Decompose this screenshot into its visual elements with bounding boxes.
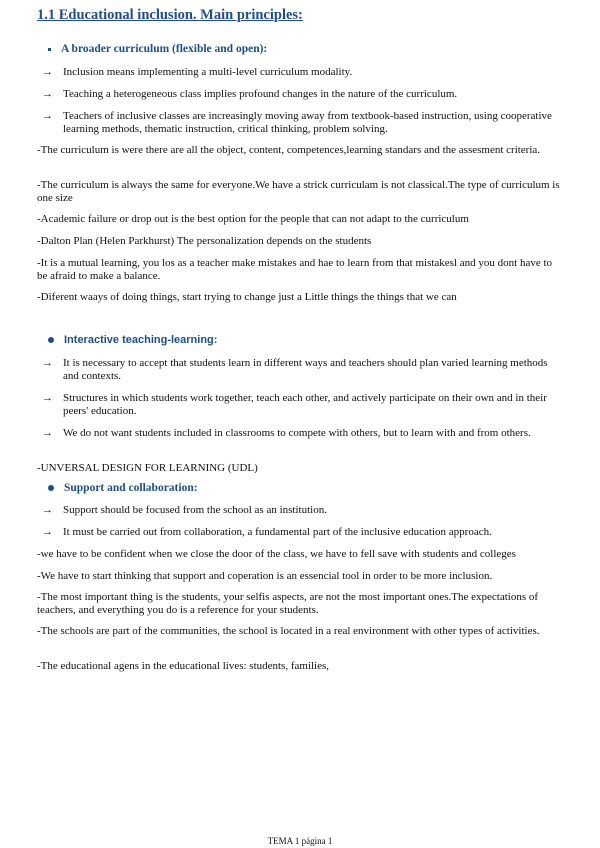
arrow-icon: → (42, 88, 53, 100)
arrow-item: → Teachers of inclusive classes are increasingly moving away from textbook-based instruction, using cooperative learning methods, thematic instruction, critical thinking, problem solving. (42, 110, 552, 135)
round-bullet-icon (48, 337, 54, 343)
arrow-icon: → (42, 357, 53, 369)
arrow-item: → Teaching a heterogeneous class implies profound changes in the nature of the curriculum. (42, 88, 458, 100)
page-footer: TEMA 1 página 1 (267, 836, 333, 846)
arrow-icon: → (42, 110, 53, 122)
arrow-item: → Structures in which students work together, teach each other, and actively participate on their own and in their peers' education. (42, 392, 547, 417)
section-heading-curriculum: A broader curriculum (flexible and open): (48, 43, 267, 55)
note-paragraph: -Dalton Plan (Helen Parkhurst) The personalization depends on the students (37, 235, 372, 247)
round-bullet-icon (48, 485, 54, 491)
section-heading-support: Support and collaboration: (48, 482, 198, 494)
note-paragraph: -We have to start thinking that support and coperation is an essencial tool in order to be more inclusion. (37, 570, 493, 582)
page-title: 1.1 Educational inclusion. Main principles: (37, 7, 303, 23)
arrow-item: → We do not want students included in classrooms to compete with others, but to learn with and from others. (42, 427, 531, 439)
note-paragraph: -The curriculum is were there are all the object, content, competences,learning standars and the assesment criteria. (37, 144, 541, 156)
note-paragraph: -Diferent waays of doing things, start trying to change just a Little things the things that we can (37, 291, 457, 303)
note-paragraph: -Academic failure or drop out is the best option for the people that can not adapt to the curriculum (37, 213, 469, 225)
note-paragraph: -It is a mutual learning, you los as a teacher make mistakes and hae to learn from that mistakesl and you dont have to be afraid to make a balance. (37, 257, 553, 282)
arrow-item: → It is necessary to accept that students learn in different ways and teachers should plan varied learning methods and contexts. (42, 357, 548, 382)
section-heading-interactive: Interactive teaching-learning: (48, 334, 217, 346)
note-paragraph: -The schools are part of the communities, the school is located in a real environment with other types of activities. (37, 625, 540, 637)
arrow-item: → It must be carried out from collaboration, a fundamental part of the inclusive education approach. (42, 526, 492, 538)
arrow-item: → Inclusion means implementing a multi-level curriculum modality. (42, 66, 353, 78)
arrow-item: → Support should be focused from the school as an institution. (42, 504, 327, 516)
note-paragraph: -The curriculum is always the same for everyone.We have a strick curriculam is not classical.The type of curriculum is one size (37, 179, 560, 204)
note-paragraph: -UNVERSAL DESIGN FOR LEARNING (UDL) (37, 462, 258, 474)
note-paragraph: -The most important thing is the students, your selfis aspects, are not the most important ones.The expectations of teachers, and everything you do is a reference for your students. (37, 591, 539, 616)
arrow-icon: → (42, 504, 53, 516)
arrow-icon: → (42, 526, 53, 538)
note-paragraph: -The educational agens in the educational lives: students, families, (37, 660, 330, 672)
square-bullet-icon (48, 48, 51, 51)
arrow-icon: → (42, 392, 53, 404)
arrow-icon: → (42, 427, 53, 439)
note-paragraph: -we have to be confident when we close the door of the class, we have to fell save with students and colleges (37, 548, 516, 560)
arrow-icon: → (42, 66, 53, 78)
